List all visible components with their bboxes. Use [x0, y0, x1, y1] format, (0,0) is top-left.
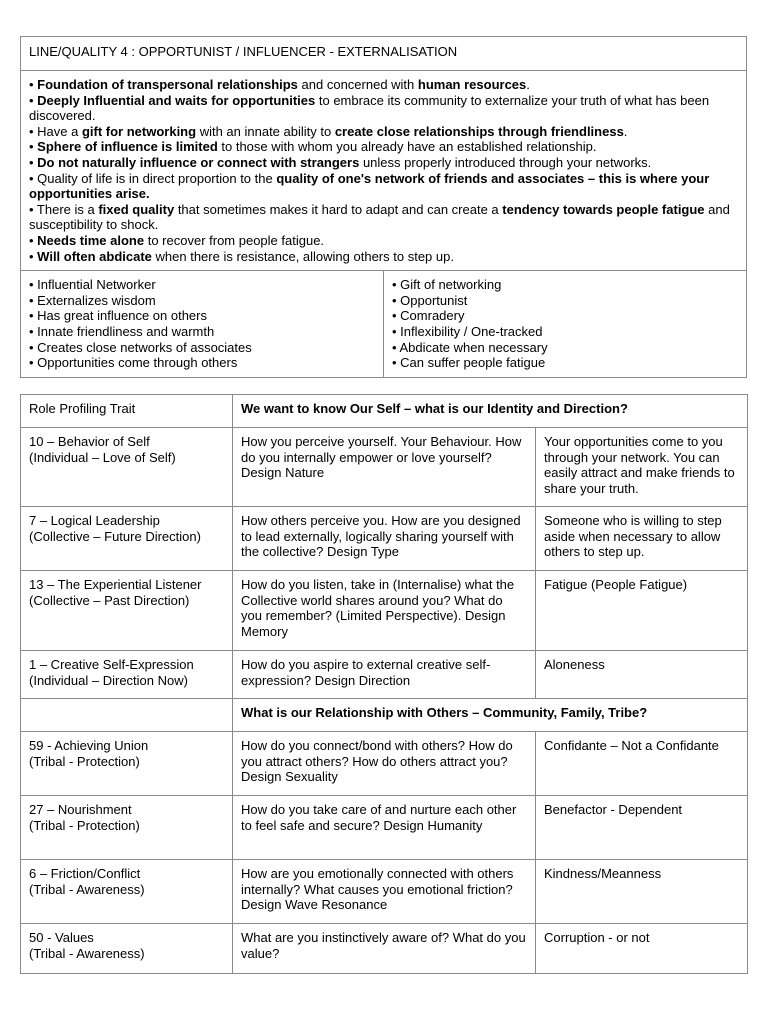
trait-item: • Opportunist	[392, 292, 468, 308]
trait-cell: 1 – Creative Self-Expression (Individual – Direction Now)	[21, 651, 233, 699]
section-heading: We want to know Our Self – what is our Identity and Direction?	[233, 395, 748, 428]
description-bullets	[21, 71, 747, 271]
bullet-bold-text: Will often abdicate	[37, 248, 152, 264]
bullet-text: •	[29, 92, 38, 108]
table-row	[21, 924, 748, 974]
table-row	[21, 860, 748, 924]
bullet-bold-text: Deeply Influential and waits for opportunities	[37, 92, 316, 108]
bullet-text: to recover from people fatigue.	[144, 232, 325, 248]
row-header-label: Role Profiling Trait	[21, 395, 233, 428]
trait-cell: 13 – The Experiential Listener (Collective – Past Direction)	[21, 571, 233, 651]
bullet-text: that sometimes makes it hard to adapt and can create a	[174, 201, 503, 217]
bullet-text: unless properly introduced through your networks.	[359, 154, 652, 170]
bullet-bold-text: human resources	[417, 77, 527, 92]
role-profiling-table	[20, 394, 748, 974]
quality-table	[20, 36, 747, 378]
bullet-text: when there is resistance, allowing others to step up.	[151, 248, 454, 264]
answer-cell: Kindness/Meanness	[536, 860, 748, 924]
trait-item: • Gift of networking	[392, 277, 502, 293]
trait-cell: 10 – Behavior of Self (Individual – Love of Self)	[21, 428, 233, 507]
question-cell: How do you connect/bond with others? How do you attract others? How do others attract you? Design Sexuality	[233, 732, 536, 796]
section-heading: What is our Relationship with Others – Community, Family, Tribe?	[233, 699, 748, 732]
answer-cell: Confidante – Not a Confidante	[536, 732, 748, 796]
section-header-row	[21, 395, 748, 428]
bullet-text: and concerned with	[297, 77, 418, 92]
description-bullet	[29, 139, 738, 155]
description-bullet	[29, 124, 738, 140]
table-row	[21, 651, 748, 699]
description-bullet	[29, 155, 738, 171]
bullet-text: •	[29, 248, 38, 264]
answer-cell: Benefactor - Dependent	[536, 796, 748, 860]
question-cell: How do you take care of and nurture each other to feel safe and secure? Design Humanity	[233, 796, 536, 860]
bullet-text: .	[526, 77, 530, 92]
description-bullet	[29, 77, 738, 93]
trait-item: • Inflexibility / One-tracked	[392, 323, 543, 339]
table-row	[21, 571, 748, 651]
question-cell: How others perceive you. How are you designed to lead externally, logically sharing yourself with the collective? Design Type	[233, 507, 536, 571]
bullet-bold-text: fixed quality	[98, 201, 175, 217]
question-cell: How do you listen, take in (Internalise) what the Collective world shares around you? What do you remember? (Limited Perspective). Design Memory	[233, 571, 536, 651]
question-cell: How are you emotionally connected with others internally? What causes you emotional friction? Design Wave Resonance	[233, 860, 536, 924]
bullet-text: • Quality of life is in direct proportion to the	[29, 170, 277, 186]
trait-item: • Externalizes wisdom	[29, 292, 156, 308]
question-cell: How you perceive yourself. Your Behaviour. How do you internally empower or love yourself? Design Nature	[233, 428, 536, 507]
trait-cell: 27 – Nourishment (Tribal - Protection)	[21, 796, 233, 860]
trait-item: • Has great influence on others	[29, 308, 207, 324]
bullet-bold-text: Foundation of transpersonal relationships	[37, 77, 298, 92]
description-bullet	[29, 171, 738, 202]
trait-cell: 50 - Values (Tribal - Awareness)	[21, 924, 233, 974]
bullet-bold-text: create close relationships through friendliness	[334, 123, 624, 139]
bullet-text: .	[623, 123, 628, 139]
trait-item: • Innate friendliness and warmth	[29, 323, 215, 339]
trait-item: • Influential Networker	[29, 277, 156, 293]
bullet-text: • There is a	[29, 201, 99, 217]
trait-cell: 59 - Achieving Union (Tribal - Protection)	[21, 732, 233, 796]
question-cell: What are you instinctively aware of? What do you value?	[233, 924, 536, 974]
trait-item: • Opportunities come through others	[29, 355, 238, 371]
answer-cell: Fatigue (People Fatigue)	[536, 571, 748, 651]
page-title: LINE/QUALITY 4 : OPPORTUNIST / INFLUENCER - EXTERNALISATION	[21, 37, 747, 71]
table-row	[21, 732, 748, 796]
left-traits-list	[21, 271, 384, 378]
bullet-text: to embrace its community to externalize your truth of what has been discovered.	[29, 92, 710, 124]
trait-cell: 6 – Friction/Conflict (Tribal - Awareness)	[21, 860, 233, 924]
answer-cell: Your opportunities come to you through your network. You can easily attract and make friends to share your truth.	[536, 428, 748, 507]
bullet-text: with an innate ability to	[196, 123, 335, 139]
right-traits-list	[384, 271, 747, 378]
bullet-bold-text: Needs time alone	[37, 232, 145, 248]
table-row	[21, 428, 748, 507]
question-cell: How do you aspire to external creative self-expression? Design Direction	[233, 651, 536, 699]
bullet-text: and susceptibility to shock.	[29, 201, 730, 233]
trait-cell: 7 – Logical Leadership (Collective – Future Direction)	[21, 507, 233, 571]
trait-item: • Comradery	[392, 308, 465, 324]
description-bullet	[29, 233, 738, 249]
trait-item: • Abdicate when necessary	[392, 339, 548, 355]
answer-cell: Aloneness	[536, 651, 748, 699]
trait-item: • Can suffer people fatigue	[392, 355, 546, 371]
table-row	[21, 796, 748, 860]
description-bullet	[29, 202, 738, 233]
bullet-text: •	[29, 154, 38, 170]
bullet-text: • Have a	[29, 123, 82, 139]
bullet-bold-text: tendency towards people fatigue	[502, 201, 705, 217]
bullet-text: to those with whom you already have an established relationship.	[217, 139, 597, 155]
bullet-text: •	[29, 77, 38, 92]
bullet-text: •	[29, 139, 38, 155]
answer-cell: Someone who is willing to step aside when necessary to allow others to step up.	[536, 507, 748, 571]
trait-item: • Creates close networks of associates	[29, 339, 252, 355]
bullet-bold-text: gift for networking	[81, 123, 197, 139]
bullet-text: •	[29, 232, 38, 248]
answer-cell: Corruption - or not	[536, 924, 748, 974]
table-row	[21, 507, 748, 571]
description-bullet	[29, 249, 738, 265]
row-header-label	[21, 699, 233, 732]
section-header-row	[21, 699, 748, 732]
bullet-bold-text: Sphere of influence is limited	[37, 139, 218, 155]
bullet-bold-text: quality of one's network of friends and associates – this is where your opportunities arise.	[29, 170, 710, 202]
bullet-bold-text: Do not naturally influence or connect with strangers	[37, 154, 360, 170]
description-bullet	[29, 93, 738, 124]
